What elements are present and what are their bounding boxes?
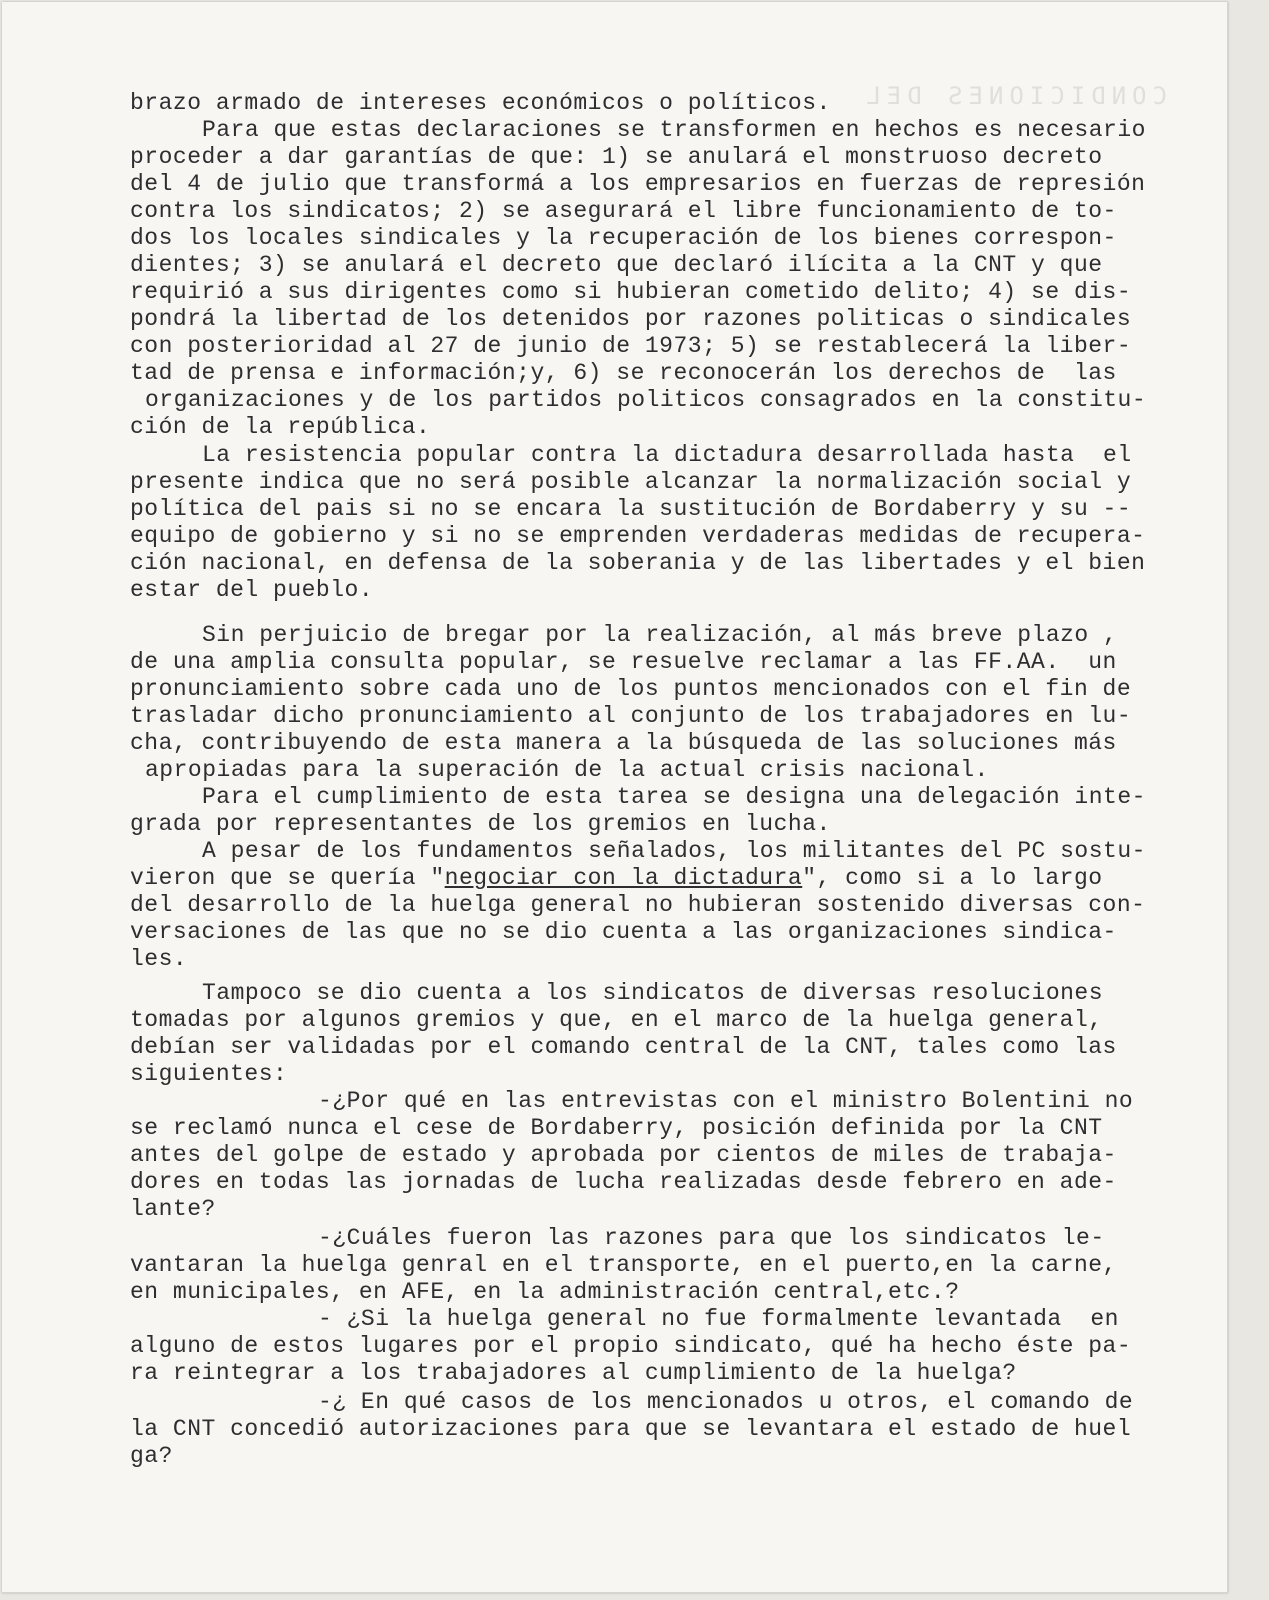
- text-line: trasladar dicho pronunciamiento al conjunto de los trabajadores en lu-: [130, 703, 1132, 729]
- text-line: se reclamó nunca el cese de Bordaberry, posición definida por la CNT: [130, 1115, 1103, 1141]
- text-line: de una amplia consulta popular, se resuelve reclamar a las FF.AA. un: [130, 649, 1117, 675]
- text-segment: ", como si a lo largo: [802, 865, 1103, 891]
- text-line: equipo de gobierno y si no se emprenden verdaderas medidas de recupera-: [130, 523, 1146, 549]
- text-line: Para que estas declaraciones se transformen en hechos es necesario: [202, 117, 1146, 143]
- text-line: dores en todas las jornadas de lucha realizadas desde febrero en ade-: [130, 1169, 1117, 1195]
- text-line: con posterioridad al 27 de junio de 1973; 5) se restablecerá la liber-: [130, 333, 1132, 359]
- text-line: contra los sindicatos; 2) se asegurará el libre funcionamiento de to-: [130, 198, 1117, 224]
- text-line: requirió a sus dirigentes como si hubieran cometido delito; 4) se dis-: [130, 279, 1132, 305]
- text-line: A pesar de los fundamentos señalados, los militantes del PC sostu-: [202, 838, 1146, 864]
- text-line: presente indica que no será posible alcanzar la normalización social y: [130, 469, 1132, 495]
- text-line: pondrá la libertad de los detenidos por razones politicas o sindicales: [130, 306, 1132, 332]
- text-line: lante?: [130, 1196, 216, 1222]
- text-line: ra reintegrar a los trabajadores al cumplimiento de la huelga?: [130, 1360, 1017, 1386]
- text-line: La resistencia popular contra la dictadura desarrollada hasta el: [202, 442, 1132, 468]
- text-line: -¿Cuáles fueron las razones para que los sindicatos le-: [318, 1225, 1105, 1251]
- text-line: en municipales, en AFE, en la administración central,etc.?: [130, 1279, 960, 1305]
- text-line: la CNT concedió autorizaciones para que se levantara el estado de huel: [130, 1416, 1132, 1442]
- text-line: brazo armado de intereses económicos o políticos.: [130, 90, 831, 116]
- text-line: siguientes:: [130, 1061, 288, 1087]
- text-line: debían ser validadas por el comando central de la CNT, tales como las: [130, 1034, 1117, 1060]
- text-line: del 4 de julio que transformá a los empresarios en fuerzas de represión: [130, 171, 1146, 197]
- text-line: estar del pueblo.: [130, 577, 374, 603]
- text-line: grada por representantes de los gremios en lucha.: [130, 811, 831, 837]
- text-line: antes del golpe de estado y aprobada por cientos de miles de trabaja-: [130, 1142, 1117, 1168]
- text-line: Tampoco se dio cuenta a los sindicatos de diversas resoluciones: [202, 980, 1104, 1006]
- text-line: ción nacional, en defensa de la soberania y de las libertades y el bien: [130, 550, 1146, 576]
- text-line: pronunciamiento sobre cada uno de los puntos mencionados con el fin de: [130, 676, 1132, 702]
- underlined-phrase: negociar con la dictadura: [444, 865, 803, 891]
- text-segment: vieron que se quería ": [130, 865, 445, 891]
- text-line: Para el cumplimiento de esta tarea se designa una delegación inte-: [202, 784, 1146, 810]
- text-line: del desarrollo de la huelga general no hubieran sostenido diversas con-: [130, 892, 1146, 918]
- text-line: -¿ En qué casos de los mencionados u otros, el comando de: [318, 1389, 1134, 1415]
- text-line: - ¿Si la huelga general no fue formalmente levantada en: [318, 1306, 1119, 1332]
- text-line: Sin perjuicio de bregar por la realización, al más breve plazo ,: [202, 622, 1118, 648]
- text-line: alguno de estos lugares por el propio sindicato, qué ha hecho éste pa-: [130, 1333, 1132, 1359]
- text-line: dos los locales sindicales y la recuperación de los bienes correspon-: [130, 225, 1117, 251]
- text-line: cha, contribuyendo de esta manera a la búsqueda de las soluciones más: [130, 730, 1117, 756]
- text-line: proceder a dar garantías de que: 1) se anulará el monstruoso decreto: [130, 144, 1103, 170]
- text-line: les.: [130, 946, 188, 972]
- text-line: [130, 865, 1103, 892]
- bleed-through-text: CONDICIONES DEL: [860, 82, 1167, 110]
- text-line: organizaciones y de los partidos politicos consagrados en la constitu-: [145, 387, 1147, 413]
- text-line: apropiadas para la superación de la actual crisis nacional.: [145, 757, 989, 783]
- text-line: ga?: [130, 1443, 173, 1469]
- text-line: política del pais si no se encara la sustitución de Bordaberry y su --: [130, 496, 1132, 522]
- text-line: -¿Por qué en las entrevistas con el ministro Bolentini no: [318, 1088, 1134, 1114]
- text-line: tomadas por algunos gremios y que, en el marco de la huelga general,: [130, 1007, 1103, 1033]
- text-line: vantaran la huelga genral en el transporte, en el puerto,en la carne,: [130, 1252, 1117, 1278]
- text-line: ción de la república.: [130, 414, 431, 440]
- text-line: dientes; 3) se anulará el decreto que declaró ilícita a la CNT y que: [130, 252, 1103, 278]
- text-line: versaciones de las que no se dio cuenta a las organizaciones sindica-: [130, 919, 1117, 945]
- text-line: tad de prensa e información;y, 6) se reconocerán los derechos de las: [130, 360, 1117, 386]
